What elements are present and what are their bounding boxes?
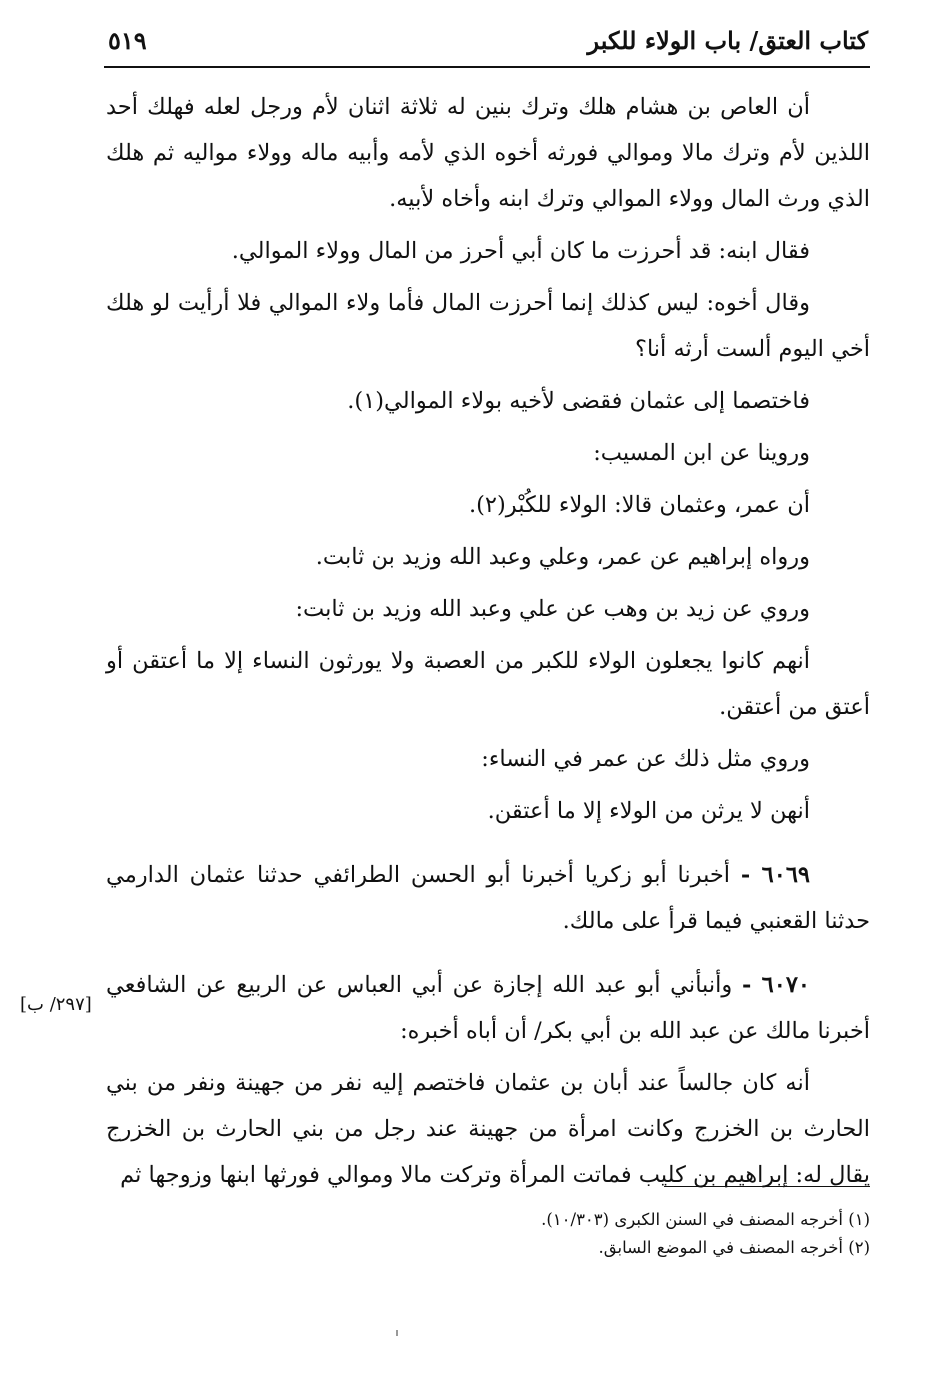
- paragraph: أنه كان جالساً عند أبان بن عثمان فاختصم إليه نفر من جهينة ونفر من بني الحارث بن الخزرج وكانت امرأة من جهينة عند رجل من بني الحارث بن الخزرج يقال له: إبراهيم بن كليب فماتت المرأة وتركت مالا وموالي فورثها ابنها وزوجها ثم: [106, 1070, 870, 1188]
- paragraph: وروي عن زيد بن وهب عن علي وعبد الله وزيد بن ثابت:: [295, 596, 810, 622]
- paragraph: وروي مثل ذلك عن عمر في النساء:: [481, 746, 810, 772]
- hadith-text: أخبرنا أبو زكريا أخبرنا أبو الحسن الطرائفي حدثنا عثمان الدارمي حدثنا القعنبي فيما قرأ على مالك.: [106, 862, 870, 934]
- paragraph: وروينا عن ابن المسيب:: [593, 440, 810, 466]
- footnote: (١) أخرجه المصنف في السنن الكبرى (١٠/٣٠٣).: [541, 1210, 870, 1229]
- hadith-text: وأنبأني أبو عبد الله إجازة عن أبي العباس عن الربيع عن الشافعي أخبرنا مالك عن عبد الله بن أبي بكر/ أن أباه أخبره:: [106, 972, 870, 1044]
- chapter-title: كتاب العتق/ باب الولاء للكبر: [587, 26, 868, 55]
- paragraph: أن عمر، وعثمان قالا: الولاء للكُبْر(٢).: [468, 492, 810, 518]
- paragraph: فقال ابنه: قد أحرزت ما كان أبي أحرز من المال وولاء الموالي.: [231, 238, 810, 264]
- hadith-entry: [106, 852, 870, 944]
- hadith-number: ٦٠٦٩ -: [740, 862, 811, 888]
- footnote: (٢) أخرجه المصنف في الموضع السابق.: [598, 1238, 870, 1257]
- running-header: [108, 22, 868, 62]
- margin-reference: [٢٩٧/ ب]: [20, 994, 92, 1015]
- hadith-number: ٦٠٧٠ -: [741, 972, 811, 998]
- hadith-entry: [106, 962, 870, 1054]
- footnotes: [106, 1206, 870, 1262]
- footnote-rule: [664, 1186, 870, 1187]
- paragraph: أنهن لا يرثن من الولاء إلا ما أعتقن.: [487, 798, 810, 824]
- scan-speck: [396, 1330, 398, 1336]
- paragraph: وقال أخوه: ليس كذلك إنما أحرزت المال فأما ولاء الموالي فلا أرأيت لو هلك أخي اليوم ألست أرثه أنا؟: [106, 290, 870, 362]
- main-text: [106, 84, 870, 1204]
- page-number: ٥١٩: [108, 26, 147, 55]
- paragraph: أن العاص بن هشام هلك وترك بنين له ثلاثة اثنان لأم ورجل لعله فهلك أحد اللذين لأم وترك مالا وموالي فورثه أخوه الذي لأمه وأبيه ماله وولاء مواليه ثم هلك الذي ورث المال وولاء الموالي وترك ابنه وأخاه لأبيه.: [106, 94, 870, 212]
- header-rule: [104, 66, 870, 68]
- paragraph: أنهم كانوا يجعلون الولاء للكبر من العصبة ولا يورثون النساء إلا ما أعتقن أو أعتق من أعتقن.: [106, 648, 870, 720]
- paragraph: ورواه إبراهيم عن عمر، وعلي وعبد الله وزيد بن ثابت.: [315, 544, 810, 570]
- paragraph: فاختصما إلى عثمان فقضى لأخيه بولاء الموالي(١).: [347, 388, 810, 414]
